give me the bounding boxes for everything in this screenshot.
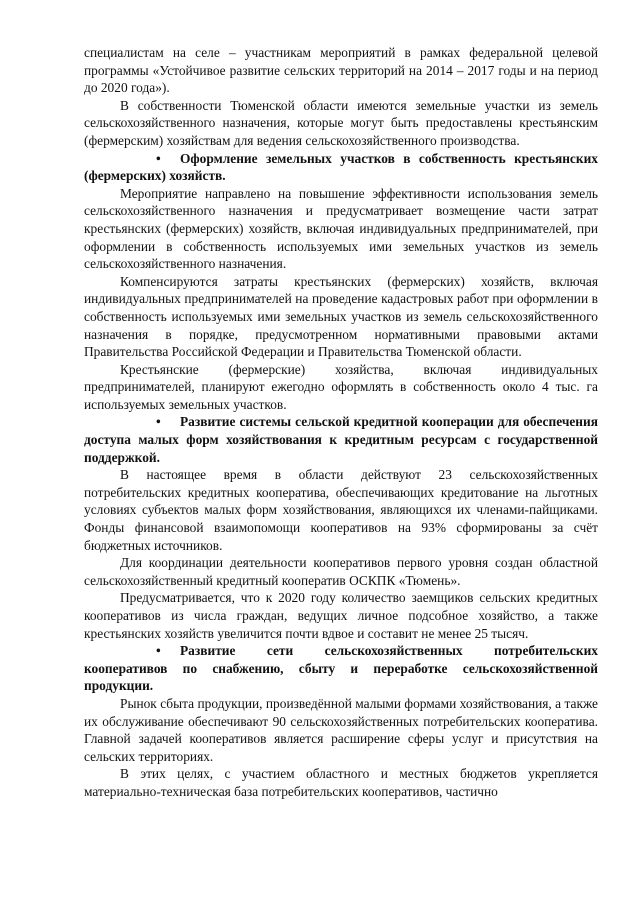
section-heading-text: Развитие сети сельскохозяйственных потребительских кооперативов по снабжению, сбыту и переработке сельскохозяйственной продукции. [84,643,598,694]
section-heading-text: Оформление земельных участков в собственность крестьянских (фермерских) хозяйств. [84,150,598,184]
section-heading [84,642,598,695]
section-heading-text: Развитие системы сельской кредитной кооперации для обеспечения доступа малых форм хозяйствования к кредитным ресурсам с государственной поддержкой. [84,414,598,465]
paragraph: Компенсируются затраты крестьянских (фермерских) хозяйств, включая индивидуальных предпринимателей на проведение кадастровых работ при оформлении в собственность используемых ими земельных участков из земель сельскохозяйственного назначения в порядке, предусмотренном нормативными правовыми актами Правительства Российской Федерации и Правительства Тюменской области. [84,273,598,360]
bullet-icon: • [156,643,161,659]
bullet-icon: • [156,150,161,166]
paragraph: Крестьянские (фермерские) хозяйства, включая индивидуальных предпринимателей, планируют ежегодно оформлять в собственность около 4 тыс. га используемых земельных участков. [84,361,598,412]
paragraph: В этих целях, с участием областного и местных бюджетов укрепляется материально-техническая база потребительских кооперативов, частично [84,766,598,799]
paragraph-continuation: специалистам на селе – участникам мероприятий в рамках федеральной целевой программы «Устойчивое развитие сельских территорий на 2014 – 2017 годы и на период до 2020 года»). [84,45,598,96]
paragraph: В собственности Тюменской области имеются земельные участки из земель сельскохозяйственного назначения, которые могут быть предоставлены крестьянским (фермерским) хозяйствам для ведения сельскохозяйственного производства. [84,97,598,148]
paragraph: Для координации деятельности кооперативов первого уровня создан областной сельскохозяйственный кредитный кооператив ОСКПК «Тюмень». [84,555,598,588]
paragraph: Рынок сбыта продукции, произведённой малыми формами хозяйствования, а также их обслуживание обеспечивают 90 сельскохозяйственных потребительских кооператива. Главной задачей кооперативов является расширение сферы услуг и присутствия на сельских территориях. [84,695,598,764]
paragraph: В настоящее время в области действуют 23 сельскохозяйственных потребительских кредитных кооператива, обеспечивающих кредитование на льготных условиях субъектов малых форм хозяйствования, являющихся их членами-пайщиками. Фонды финансовой взаимопомощи кооперативов на 93% сформированы за счёт бюджетных источников. [84,467,598,553]
section-heading [84,150,598,185]
bullet-icon: • [156,414,161,430]
document-page [84,44,598,801]
paragraph: Предусматривается, что к 2020 году количество заемщиков сельских кредитных кооперативов из числа граждан, ведущих личное подсобное хозяйство, а также крестьянских хозяйств увеличится почти вдвое и составит не менее 25 тысяч. [84,590,598,641]
section-heading [84,413,598,466]
paragraph: Мероприятие направлено на повышение эффективности использования земель сельскохозяйственного назначения и предусматривает возмещение части затрат крестьянских (фермерских) хозяйств, включая индивидуальных предпринимателей, при оформлении в собственность используемых ими земельных участков из земель сельскохозяйственного назначения. [84,185,598,272]
